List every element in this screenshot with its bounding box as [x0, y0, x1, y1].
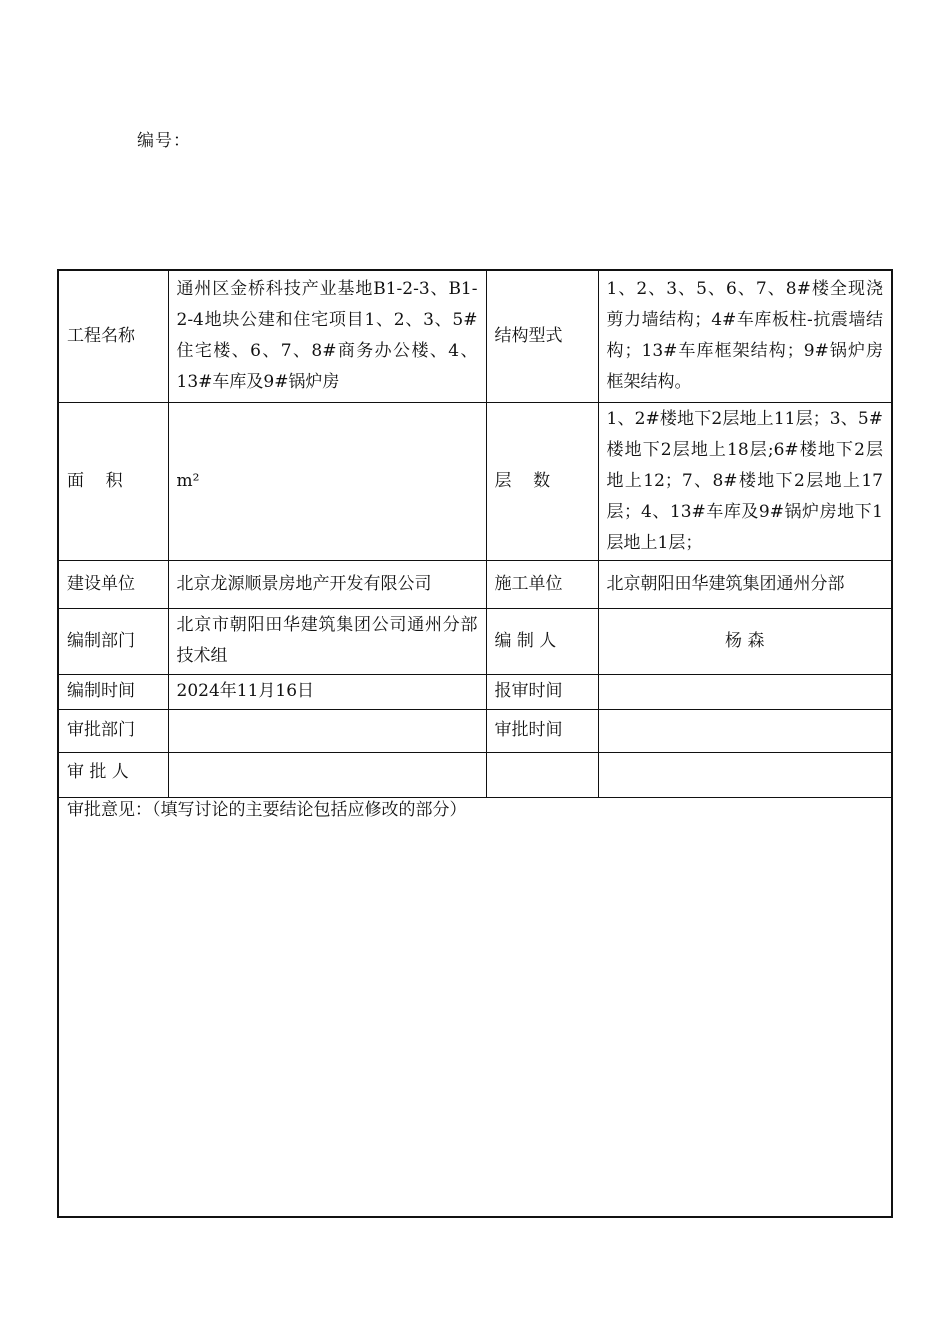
floors-label-text: 层 数 [494, 470, 551, 491]
row-builder [58, 560, 892, 608]
approve-time-value[interactable] [598, 709, 892, 752]
project-name-label: 工程名称 [58, 270, 168, 402]
opinion-hint: （填写讨论的主要结论包括应修改的部分） [152, 799, 467, 820]
compile-dept-value: 北京市朝阳田华建筑集团公司通州分部技术组 [168, 608, 486, 674]
document-number-label: 编号： [137, 131, 191, 151]
approve-dept-label: 审批部门 [58, 709, 168, 752]
compiler-value [598, 608, 892, 674]
area-value: m² [168, 402, 486, 560]
row-area [58, 402, 892, 560]
compile-time-label: 编制时间 [58, 674, 168, 709]
approve-dept-value[interactable] [168, 709, 486, 752]
approver-extra-value[interactable] [598, 752, 892, 797]
approver-value[interactable] [168, 752, 486, 797]
area-label [58, 402, 168, 560]
compile-dept-label: 编制部门 [58, 608, 168, 674]
project-name-value: 通州区金桥科技产业基地B1-2-3、B1-2-4地块公建和住宅项目1、2、3、5#住宅楼、6、7、8#商务办公楼、4、13#车库及9#锅炉房 [168, 270, 486, 402]
row-compile-time [58, 674, 892, 709]
submit-time-value[interactable] [598, 674, 892, 709]
contractor-value: 北京朝阳田华建筑集团通州分部 [598, 560, 892, 608]
row-opinion [58, 797, 892, 1217]
opinion-label: 审批意见： [67, 799, 152, 820]
compiler-value-text: 杨 森 [725, 630, 765, 651]
builder-value: 北京龙源顺景房地产开发有限公司 [168, 560, 486, 608]
structure-type-label: 结构型式 [486, 270, 598, 402]
compiler-label [486, 608, 598, 674]
builder-label: 建设单位 [58, 560, 168, 608]
structure-type-value: 1、2、3、5、6、7、8#楼全现浇剪力墙结构；4#车库板柱-抗震墙结构；13#车库框架结构；9#锅炉房框架结构。 [598, 270, 892, 402]
row-compile-dept [58, 608, 892, 674]
row-project-name [58, 270, 892, 402]
row-approve-dept [58, 709, 892, 752]
submit-time-label: 报审时间 [486, 674, 598, 709]
floors-label [486, 402, 598, 560]
approver-label-text: 审 批 人 [67, 761, 129, 782]
area-label-text: 面 积 [67, 470, 123, 491]
approver-extra-label [486, 752, 598, 797]
approval-form-table [57, 269, 893, 1218]
compiler-label-text: 编 制 人 [494, 630, 557, 651]
compile-time-value: 2024年11月16日 [168, 674, 486, 709]
contractor-label: 施工单位 [486, 560, 598, 608]
floors-value: 1、2#楼地下2层地上11层；3、5#楼地下2层地上18层;6#楼地下2层地上12；7、8#楼地下2层地上17层；4、13#车库及9#锅炉房地下1层地上1层； [598, 402, 892, 560]
opinion-cell[interactable] [58, 797, 892, 1217]
approver-label [58, 752, 168, 797]
row-approver [58, 752, 892, 797]
approve-time-label: 审批时间 [486, 709, 598, 752]
